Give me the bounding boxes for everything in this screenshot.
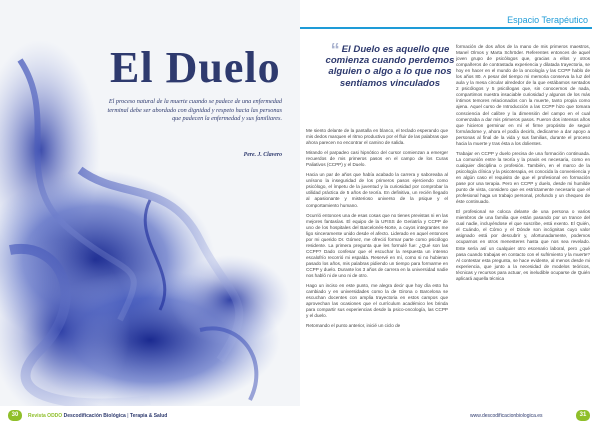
footer-separator: | — [125, 413, 130, 419]
footer — [0, 406, 600, 424]
footer-subsection: Terapia & Salud — [129, 413, 168, 419]
paragraph: Hago un inciso en este punto, me alegra decir que hoy día esto ha cambiado y en universidades como la de Girona o Barcelona se escuchan docentes con amplia trayectoria en estos campos que aprovechan las ocasiones que el currículum académico les brinda para compartir sus experiencias desde la psico-oncología, las CCPP y el duelo. — [306, 283, 448, 319]
section-divider — [300, 27, 592, 29]
body-column-2 — [456, 44, 590, 406]
pull-quote-text: El Duelo es aquello que comienza cuando perdemos alguien o algo a lo que nos sentiamos vinculados — [325, 44, 455, 89]
paragraph: Hacia un par de años que había acabado la carrera y saboreaba al unísono la inseguridad de los primeros pasos ejerciendo como psicólogo, el ímpetu de la juventud y la curiosidad por comprobar la utilidad práctica de 5 años de teoría. En definitiva, un recién llegado al apasionante y misterioso universo de la psique y el comportamiento humano. — [306, 172, 448, 208]
paragraph: Me siento delante de la pantalla en blanco, el teclado esperando que mis dedos marquen el ritmo productivo por el fluir de las palabras que ahora parecen no encontrar el camino de salida. — [306, 128, 448, 146]
footer-website: www.descodificacionbiologica.es — [470, 413, 543, 419]
paragraph: Trabajar en CCPP y duelo precisa de una formación continuada. La comunión entre la teoría y la praxis es necesaria, como en cualquier disciplina o profesión. También, en el marco de la psicología clínica y la psicoterapia, es conocida la conveniencia y en algún caso el requisito de que el profesional en formación pase por una terapia. Pero en CCPP y duelo, desde mi humilde punto de vista, considero que es estrictamente necesario que el profesional haga un trabajo personal, profundo y un chequeo de éste continuado. — [456, 150, 590, 205]
article-intro: El proceso natural de la muerte cuando se padece de una enfermedad terminal debe ser abordado con dignidad y respeto hacia las personas que padecen la enfermedad y sus familiares. — [107, 98, 282, 123]
footer-section: Descodificación Biológica — [63, 413, 126, 419]
pull-quote — [320, 40, 460, 89]
article-title: El Duelo — [110, 43, 281, 92]
paragraph: formación de dos años de la mano de mis primeros maestros, Manel Olmos y Marta Schröder. Referentes entonces de aquel joven grupo de psicólogos que, gracias a ellos y otros compañeros de contrastada experiencia y dilatada trayectoria, se hoy en hacer en el mundo de la oncología y las CCPP hablo de los años 80. A pesar del tiempo mi memoria conserva la luz del aula y la mesa circular alrededor de la que estábamos sentados 2 psicólogos y 5 psicólogas que, sin conocernos de nada, compartimos nuestra insaciable curiosidad y algunos de los más íntimos temores relacionados con la muerte, tanto propia como ajena. Aquel curso de Introducción a las CCPP hizo que tomara consciencia del calibre y la dimensión del campo en el cual comenzaba a dar mis primeros pasos. Fueron dos intensos años que hicieron germinar en mí el firme propósito de seguir formándome y, ahora el podía decirlo, dedicarme a dar apoyo a personas al final de la vida y sus familias, durante el proceso hacia la muerte y tras ésta a los dolientes. — [456, 44, 590, 146]
article-author: Pere. J. Clavero — [243, 152, 282, 158]
paragraph: El profesional se coloca delante de una persona o varios miembros de una familia que están pasando por un trance del cual nadie, incluyéndose el que suscribe, está exento. El Quién, el Cuándo, el Cómo y el Dónde son incógnitas cuyo valor asignado está por descubrir y, afortunadamente, podemos ocuparnos en otros menesteres hasta que nos sea revelado. Este sería así un cualquier otro escenario laboral, pero ¿qué pasa cuando trabajas en contacto con el sufrimiento y la muerte? Al contestar esta pregunta, se hace evidente, al menos desde mi experiencia, que junto a la necesidad de modelos teóricos, técnicas y recursos para actuar, es ineludible ocuparse de Quién aplicará aquella técnica — [456, 209, 590, 281]
quote-mark-icon: “ — [330, 40, 340, 60]
page-number-left: 30 — [8, 410, 22, 421]
paragraph — [306, 150, 448, 168]
magazine-name: Revista ODDO — [28, 413, 63, 419]
paragraph: Retomando el punto anterior, inicié un ciclo de — [306, 323, 401, 329]
section-header: Espacio Terapéutico — [507, 15, 588, 25]
footer-magazine-info — [28, 413, 167, 419]
body-column-1 — [306, 128, 448, 406]
page-number-right: 31 — [576, 410, 590, 421]
paragraph-text: Mirando el parpadeo casi hipnótico del cursor comienzan a emerger recuerdos de mis primeros pasos en el campo de los Curas Paliativos (CCPP) y el Duelo. — [306, 150, 448, 168]
paragraph: Ocurrió entonces una de esas cosas que no tienes previstas ni en las mejores fantasías. El equipo de la UFISS de Geriatría y CCPP de uno de los hospitales del Barcelonés-Norte, a cuyos integrantes me ligo sinceramente unido desde el afecto. Liderado en aquel entonces por mi querido Dr. Gómez, me ofreció formar parte como psicólogo residente. La primera pregunta que les formulé fue: ¿Qué son las CCPP? Dado confesar que el escuchar la respuesta un intenso escalofrío recorrió mi espalda. Reservé en mí, como si no hubieran pasado los años, mis palabras pidiendo un tiempo para formarme en CCPP y duelo. Durante los 3 años de carrera en la universidad nadie nos habló ni de uno ni de otro. — [306, 212, 448, 279]
